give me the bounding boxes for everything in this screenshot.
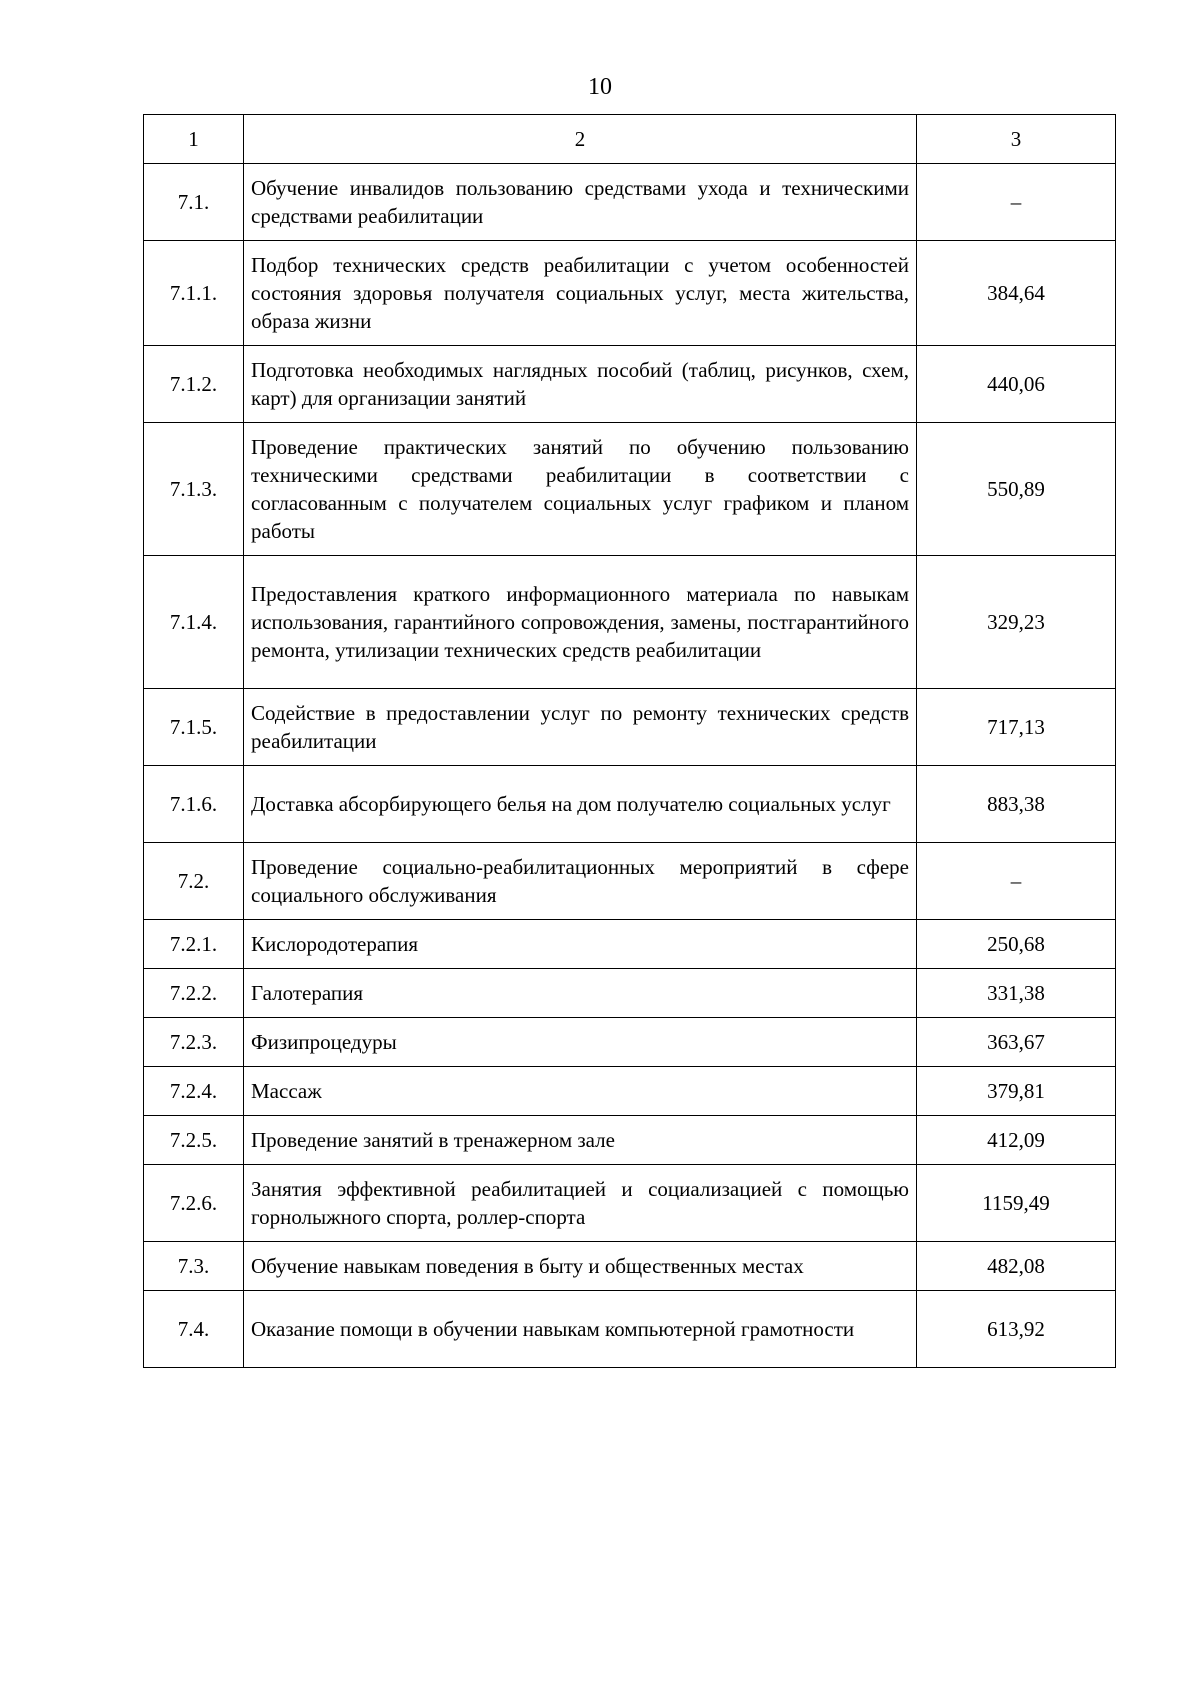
table-row	[144, 1165, 1116, 1242]
table-row	[144, 241, 1116, 346]
row-service-name: Предоставления краткого информационного материала по навыкам использования, гарантийного сопровождения, замены, постгарантийного ремонта, утилизации технических средств реабилитации	[244, 556, 917, 689]
row-code: 7.2.5.	[144, 1116, 244, 1165]
row-code: 7.2.3.	[144, 1018, 244, 1067]
row-price: 363,67	[917, 1018, 1116, 1067]
row-price: 331,38	[917, 969, 1116, 1018]
row-code: 7.1.	[144, 164, 244, 241]
table-row	[144, 689, 1116, 766]
row-code: 7.2.1.	[144, 920, 244, 969]
row-price: 482,08	[917, 1242, 1116, 1291]
row-service-name: Проведение занятий в тренажерном зале	[244, 1116, 917, 1165]
page-number: 10	[588, 74, 612, 100]
row-price: –	[917, 843, 1116, 920]
row-price: 613,92	[917, 1291, 1116, 1368]
row-service-name: Проведение практических занятий по обучению пользованию техническими средствами реабилитации в соответствии с согласованным с получателем социальных услуг графиком и планом работы	[244, 423, 917, 556]
row-service-name: Проведение социально-реабилитационных мероприятий в сфере социального обслуживания	[244, 843, 917, 920]
row-code: 7.3.	[144, 1242, 244, 1291]
row-price: 384,64	[917, 241, 1116, 346]
table-row	[144, 1018, 1116, 1067]
row-code: 7.1.6.	[144, 766, 244, 843]
row-price: 250,68	[917, 920, 1116, 969]
table-row	[144, 843, 1116, 920]
row-price: 550,89	[917, 423, 1116, 556]
row-price: 883,38	[917, 766, 1116, 843]
table-row	[144, 766, 1116, 843]
column-header-1: 1	[144, 115, 244, 164]
column-header-3: 3	[917, 115, 1116, 164]
row-service-name: Подбор технических средств реабилитации с учетом особенностей состояния здоровья получателя социальных услуг, места жительства, образа жизни	[244, 241, 917, 346]
row-code: 7.1.2.	[144, 346, 244, 423]
row-service-name: Занятия эффективной реабилитацией и социализацией с помощью горнолыжного спорта, роллер-спорта	[244, 1165, 917, 1242]
table-row	[144, 346, 1116, 423]
services-price-table	[143, 114, 1116, 1368]
row-service-name: Обучение навыкам поведения в быту и общественных местах	[244, 1242, 917, 1291]
row-code: 7.1.1.	[144, 241, 244, 346]
row-service-name: Доставка абсорбирующего белья на дом получателю социальных услуг	[244, 766, 917, 843]
row-code: 7.2.6.	[144, 1165, 244, 1242]
row-service-name: Кислородотерапия	[244, 920, 917, 969]
row-price: 717,13	[917, 689, 1116, 766]
table-header-row	[144, 115, 1116, 164]
table-row	[144, 1067, 1116, 1116]
row-code: 7.1.3.	[144, 423, 244, 556]
row-code: 7.1.4.	[144, 556, 244, 689]
table-row	[144, 969, 1116, 1018]
row-service-name: Оказание помощи в обучении навыкам компьютерной грамотности	[244, 1291, 917, 1368]
row-price: 412,09	[917, 1116, 1116, 1165]
table-row	[144, 1116, 1116, 1165]
row-service-name: Содействие в предоставлении услуг по ремонту технических средств реабилитации	[244, 689, 917, 766]
table-row	[144, 164, 1116, 241]
column-header-2: 2	[244, 115, 917, 164]
row-code: 7.2.4.	[144, 1067, 244, 1116]
row-price: –	[917, 164, 1116, 241]
row-code: 7.4.	[144, 1291, 244, 1368]
row-service-name: Обучение инвалидов пользованию средствами ухода и техническими средствами реабилитации	[244, 164, 917, 241]
row-price: 329,23	[917, 556, 1116, 689]
table-row	[144, 423, 1116, 556]
table-row	[144, 1291, 1116, 1368]
row-service-name: Массаж	[244, 1067, 917, 1116]
table-row	[144, 556, 1116, 689]
table-row	[144, 1242, 1116, 1291]
row-price: 379,81	[917, 1067, 1116, 1116]
row-price: 440,06	[917, 346, 1116, 423]
row-code: 7.2.2.	[144, 969, 244, 1018]
row-code: 7.1.5.	[144, 689, 244, 766]
table-row	[144, 920, 1116, 969]
row-service-name: Галотерапия	[244, 969, 917, 1018]
row-code: 7.2.	[144, 843, 244, 920]
row-price: 1159,49	[917, 1165, 1116, 1242]
row-service-name: Физипроцедуры	[244, 1018, 917, 1067]
row-service-name: Подготовка необходимых наглядных пособий (таблиц, рисунков, схем, карт) для организации занятий	[244, 346, 917, 423]
